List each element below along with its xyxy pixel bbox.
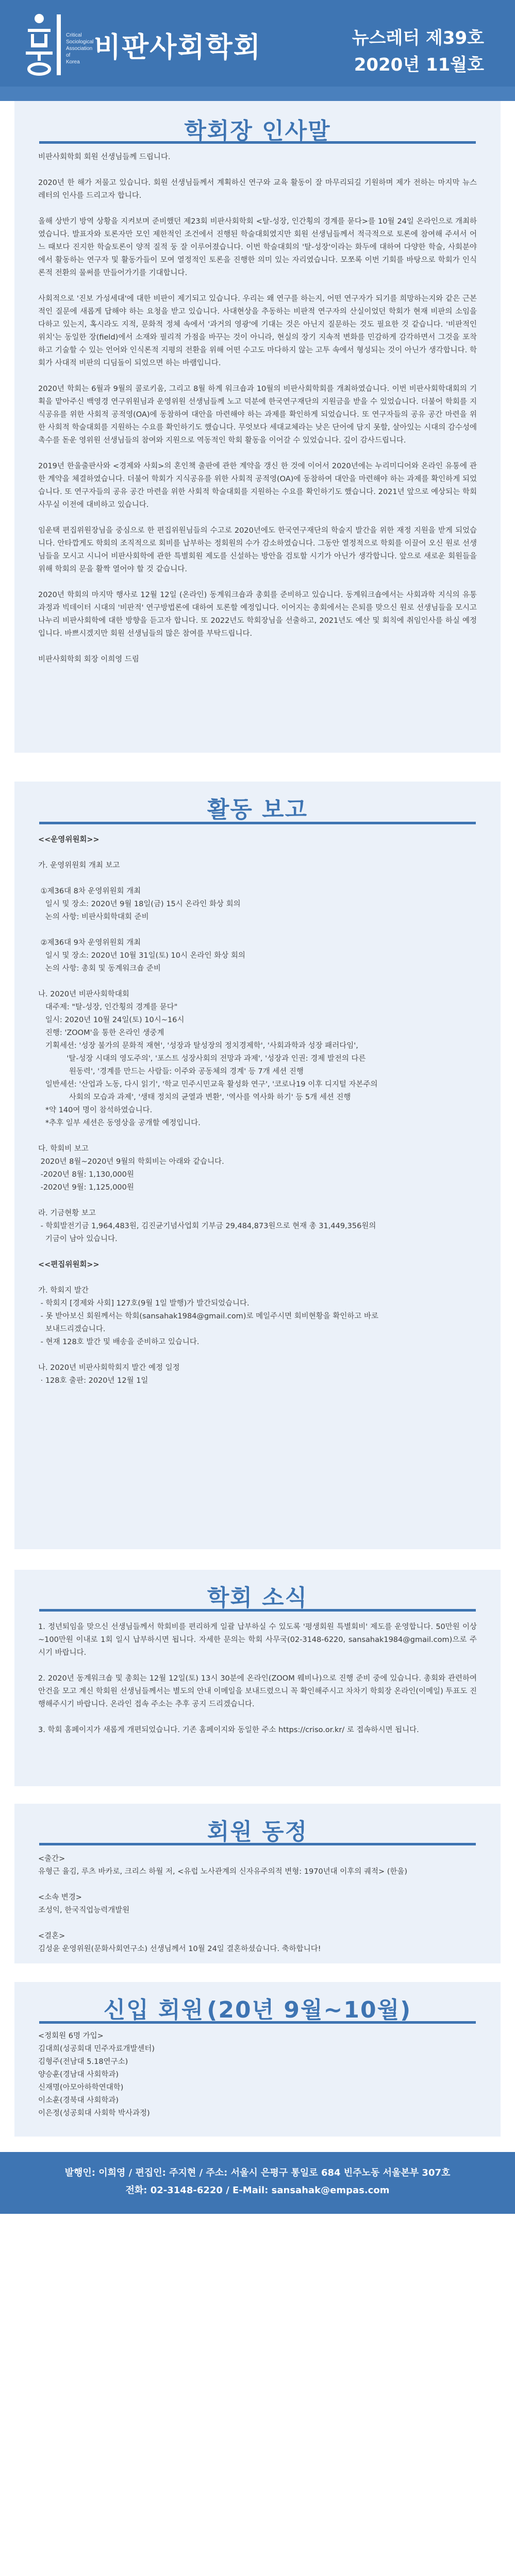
news-section [14,1570,501,1786]
activity-line: -2020년 9월: 1,125,000원 [38,1183,134,1192]
newmembers-line: 김형주(전남대 5.18연구소) [38,2058,128,2066]
activity-line: '탈-성장 시대의 영도주의', '포스트 성장사회의 전망과 과제', '성장과 인권: 경제 발전의 다른 [38,1055,369,1063]
activity-line [38,975,477,988]
activity-line: - 현재 128호 발간 및 배송을 준비하고 있습니다. [38,1338,200,1346]
activity-line: 가. 운영위원회 개최 보고 [38,861,120,870]
greeting-paragraph: 2020년 학회는 6월과 9월의 콜로키움, 그리고 8월 하계 워크숍과 10월의 비판사회학회를 개최하였습니다. 이번 비판사회학대회의 기획을 맡아주신 백영경 연구위원님과 운영위원 선생님들께 노고 덕분에 한국연구재단의 지원금을 받을 수 있었습니다. 더불어 학회를 지식공유를 위한 사회적 공적영(OA)에 동참하여 대안을 마련해야 하는 과제를 확인하게 되었습니다. 또 연구자들의 공유 공간 마련을 위한 사회적 학술대회를 지원하는 수요를 확인하기도 했습니다. 무엇보다 세대교체라는 낮은 단어에 담지 못할, 살아있는 시대의 감수성에 촉수를 돋운 영위원 선생님들의 참여와 지원으로 역동적인 학회 활동을 이어갈 수 있었습니다. 깊이 감사드립니다. [38,385,477,445]
news-item: 2. 2020년 동계워크숍 및 총회는 12월 12일(토) 13시 30분에 온라인(ZOOM 웨비나)으로 진행 준비 중에 있습니다. 총회와 관련하여 안건을 모고 계신 학회원 선생님들께서는 별도의 안내 이메일을 보내드렸으니 꼭 확인해주시고 차차기 학회장 온라인(이메일) 투표도 진행해주시기 바랍니다. 온라인 접속 주소는 추후 공지 드리겠습니다. [38,1674,477,1708]
new-members-title: 신입 회원 [103,1997,205,2023]
activity-section [14,782,501,1549]
issue-number: 뉴스레터 제39호 [352,28,484,48]
activity-line: 다. 학회비 보고 [38,1145,89,1153]
greeting-paragraph: 비판사회학회 회원 선생님들께 드립니다. [38,153,171,161]
logo-mark-icon [24,11,92,78]
news-title: 학회 소식 [207,1585,308,1611]
new-members-body [14,2024,501,2120]
members-line [38,1878,477,1891]
members-line: 조성익, 한국직업능력개발원 [38,1906,130,1914]
activity-line: <<편집위원회>> [38,1261,99,1269]
members-title-wrap [14,1804,501,1843]
issue-date: 2020년 11월호 [354,55,484,75]
greeting-body [14,144,501,666]
members-line: <출간> [38,1855,65,1863]
activity-line: 일시: 2020년 10월 24일(토) 10시~16시 [38,1016,185,1024]
news-body [14,1612,501,1737]
members-section [14,1804,501,1963]
greeting-paragraph: 2019년 한울출판사와 <경제와 사회>의 혼인책 출판에 관한 계약을 갱신 한 것에 이어서 2020년에는 누리미디어와 온라인 유통에 관한 계약을 체결하였습니다. 더불어 학회가 지식공유를 위한 사회적 공적영(OA)에 동참하여 대안을 마련해야 하는 과제를 확인하게 되었습니다. 또 연구자들의 공유 공간 마련을 위한 사회적 학술대회를 지원하는 수요를 확인하기도 했습니다. 2021년 앞으로 예상되는 학회 사무실 이전에 대비하고 있습니다. [38,462,477,509]
greeting-paragraph: 2020년 한 해가 저물고 있습니다. 회원 선생님들께서 계획하신 연구와 교육 활동이 잘 마무리되길 기원하며 제가 전하는 마지막 뉴스 레터의 인사를 드리고자 합니다. [38,179,477,200]
newsletter-footer [0,2152,515,2214]
news-item: 3. 학회 홈페이지가 새롭게 개편되었습니다. 기존 홈페이지와 동일한 주소 https://criso.or.kr/ 로 접속하시면 됩니다. [38,1726,419,1734]
activity-line: - 학회지 [경제와 사회] 127호(9월 1일 발행)가 발간되었습니다. [38,1299,250,1308]
news-title-wrap [14,1570,501,1609]
activity-body [14,824,501,1387]
activity-line: 진행: 'ZOOM'을 통한 온라인 생중계 [38,1029,164,1037]
activity-line [38,924,477,937]
news-item: 1. 정년퇴임을 맞으신 선생님들께서 학회비를 편리하게 일괄 납부하실 수 있도록 '평생회원 특별회비' 제도를 운영합니다. 50만원 이상~100만원 이내로 1회 일시 납부하시면 됩니다. 자세한 문의는 학회 사무국(02-3148-6220, sansahak1984@gmail.com)으로 주시기 바랍니다. [38,1623,477,1657]
activity-line [38,846,477,859]
org-name: 비판사회학회 [94,30,261,63]
newmembers-line: 이소훈(경북대 사회학과) [38,2096,119,2105]
greeting-signature: 비판사회학회 회장 이희영 드림 [38,655,139,664]
activity-line: 원동력', '경계를 만드는 사람들: 이주와 공동체의 경계' 등 7개 세션 진행 [38,1067,304,1076]
members-line: <결혼> [38,1932,65,1940]
new-members-title-wrap [14,1982,501,2021]
activity-line: 논의 사항: 비판사회학대회 준비 [38,913,149,921]
activity-line [38,1349,477,1362]
activity-line: 나. 2020년 비판사회학대회 [38,990,129,998]
members-body [14,1845,501,1956]
greeting-paragraph: 2020년 학회의 마지막 행사로 12월 12일 (온라인) 동계워크숍과 총회를 준비하고 있습니다. 동계워크숍에서는 사회과학 지식의 유통과정과 빅데이터 시대의 '비판적' 연구방법론에 대하여 토론할 예정입니다. 이어지는 총회에서는 은퇴를 맞으신 원로 선생님들을 모시고 나누리 비판사회학에 대한 방향을 듣고자 합니다. 또 2022년도 학회장님을 선출하고, 2021년도 예산 및 회칙에 취임인사를 하실 예정입니다. 바쁘시겠지만 회원 선생님들의 많은 참여를 부탁드립니다. [38,591,477,638]
members-line [38,1917,477,1930]
greeting-title-wrap [14,101,501,144]
activity-line: 일시 및 장소: 2020년 10월 31일(토) 10시 온라인 화상 회의 [38,952,245,960]
activity-line: ②제36대 9차 운영위원회 개최 [38,939,141,947]
logo-english-name: Critical Sociological Association of Korea [66,32,94,65]
greeting-paragraph: 올해 상반기 방역 상황을 지켜보며 준비했던 제23회 비판사회학회 <탈-성장, 인간횡의 경계를 묻다>를 10월 24일 온라인으로 개최하였습니다. 발표자와 토론자만 모인 제한적인 조건에서 진행된 학술대회였지만 회원 선생님들께서 적극적으로 토론에 참여해 주셔서 어느 때보다 진지한 학술토론이 양적 질적 둥 잘 이루어졌습니다. 이번 학술대회의 '탈-성장'이라는 화두에 대하여 다양한 학술, 사회분야에서 활동하는 연구자 및 활동가들이 모여 열정적인 토론을 진행한 의미 있는 자리였습니다. 모쪼록 이번 기회를 바탕으로 학회가 인식론적 전환의 물써를 만들어가기를 기대합니다. [38,217,477,277]
activity-line [38,1272,477,1284]
new-members-section [14,1982,501,2137]
newmembers-line: 신재명(아모아하학연대학) [38,2083,124,2092]
activity-line: 라. 기금현황 보고 [38,1209,96,1217]
newmembers-line: 김대희(성공회대 민주자료개발센터) [38,2045,155,2053]
activity-line [38,1130,477,1143]
members-line: 유형근 율김, 루츠 바카로, 크리스 하월 저, <유럽 노사관계의 신자유주의적 변형: 1970년대 이후의 궤적> (한울) [38,1868,408,1876]
activity-line: 가. 학회지 발간 [38,1286,89,1295]
activity-line: · 128호 출판: 2020년 12월 1일 [38,1377,148,1385]
activity-line: 나. 2020년 비판사회학회지 발간 예정 일정 [38,1364,180,1372]
newmembers-line: <정회원 6명 가입> [38,2032,104,2040]
activity-line: -2020년 8월: 1,130,000원 [38,1171,134,1179]
activity-line [38,1246,477,1259]
activity-line: *추후 일부 세션은 동영상을 공개할 예정입니다. [38,1119,201,1127]
header-bottom-band [0,87,515,101]
activity-line: - 못 받아보신 회원께서는 학회(sansahak1984@gmail.com)로 메일주시면 회비현황을 확인하고 바로 [38,1312,381,1320]
activity-line: 기금이 남아 있습니다. [38,1235,118,1243]
greeting-paragraph: 임운택 편집위원장님을 중심으로 한 편집위원님들의 수고로 2020년에도 한국연구재단의 학술지 발간을 위한 재정 지원을 받게 되었습니다. 안타깝게도 학회의 조직적으로 회비를 납부하는 정회원의 수가 감소하였습니다. 그동안 열정적으로 학회를 이끌어 오신 원로 선생님들을 모시고 시니어 비판사회학에 관한 특별회원 제도를 신설하는 방안을 검토할 시기가 아닌가 생각합니다. 앞으로 새로운 회원들을 위해 학회의 문을 활짝 열어야 할 것 같습니다. [38,527,477,573]
greeting-title: 학회장 인사말 [184,118,331,144]
activity-line: ①제36대 8차 운영위원회 개최 [38,887,141,895]
activity-line: 기획세션: '성장 불가의 문화적 재현', '성장과 탈성장의 정치경제학', '사회과학과 성장 패러다임', [38,1042,358,1050]
activity-line: 사회의 모습과 과제', '생태 정치의 균열과 변환', '역사를 역사화 하기' 등 5개 세션 진행 [38,1093,351,1101]
activity-line: - 학회발전기금 1,964,483원, 김진균기념사업회 기부금 29,484,873원으로 현재 총 31,449,356원의 [38,1222,376,1230]
activity-line: *약 140여 명이 참석하였습니다. [38,1106,153,1114]
greeting-section [14,101,501,753]
activity-line: 대주제: "탈-성장, 인간횡의 경계를 묻다" [38,1003,178,1011]
footer-contact: 전화: 02-3148-6220 / E-Mail: sansahak@empas.com [125,2185,390,2196]
footer-publisher: 발행인: 이희영 / 편집인: 주지현 / 주소: 서울시 은평구 통일로 684 빈주노동 서울본부 307호 [64,2167,451,2178]
activity-title: 활동 보고 [207,796,308,823]
activity-line: 일시 및 장소: 2020년 9월 18일(금) 15시 온라인 화상 회의 [38,900,241,908]
activity-line: 논의 사항: 총회 및 동계워크숍 준비 [38,964,161,973]
members-line: 김성윤 운영위원(문화사회연구소) 선생님께서 10월 24일 결혼하셨습니다. 축하합니다! [38,1945,321,1953]
newsletter-header [0,0,515,101]
activity-title-wrap [14,782,501,822]
members-line: <소속 변경> [38,1893,82,1902]
members-title: 회원 동정 [207,1819,308,1845]
new-members-subtitle: (20년 9월~10월) [207,1997,412,2023]
activity-line [38,872,477,885]
greeting-paragraph: 사회적으로 '진보 가성세대'에 대한 비판이 제기되고 있습니다. 우리는 왜 연구를 하는지, 어떤 연구자가 되기를 희망하는지와 같은 근본적인 질문에 새롭게 답해야 하는 요청을 받고 있습니다. 사대현상을 추동하는 비판적 연구자의 산실이었던 학회가 현재 비판의 소임을 다하고 있는지, 혹시라도 지적, 문화적 정체 속에서 '과거의 영광'에 기대는 것은 아닌지 질문하는 것도 필요한 것 같습니다. '비판적인 위치'는 동일한 장(field)에서 소재와 필리적 가점을 바꾸는 것이 아니라, 현실의 장기 지속적 변화를 민감하게 감각하면서 그것을 포착하고 기술할 수 있는 언어와 인식론적 지평의 전환을 위해 어떤 수고도 마다하지 않는 고투 속에서 형성되는 것이 아닌가 생각합니다. 학회가 사대적 비판의 디딤돌이 되었으면 하는 바램입니다. [38,295,477,367]
activity-line: 2020년 8월~2020년 9월의 학회비는 아래와 같습니다. [38,1158,224,1166]
activity-line: 보내드리겠습니다. [38,1325,106,1333]
issue-info [352,25,484,78]
activity-line [38,1194,477,1207]
activity-line: <<운영위원회>> [38,836,99,844]
logo [24,11,261,78]
activity-line: 일반세션: '산업과 노동, 다시 읽기', '학교 민주시민교육 활성화 연구', '코로나19 이후 디지털 자본주의 [38,1080,380,1089]
newmembers-line: 양승훈(경남대 사회학과) [38,2071,119,2079]
newmembers-line: 이은정(성공회대 사회학 박사과정) [38,2109,150,2117]
